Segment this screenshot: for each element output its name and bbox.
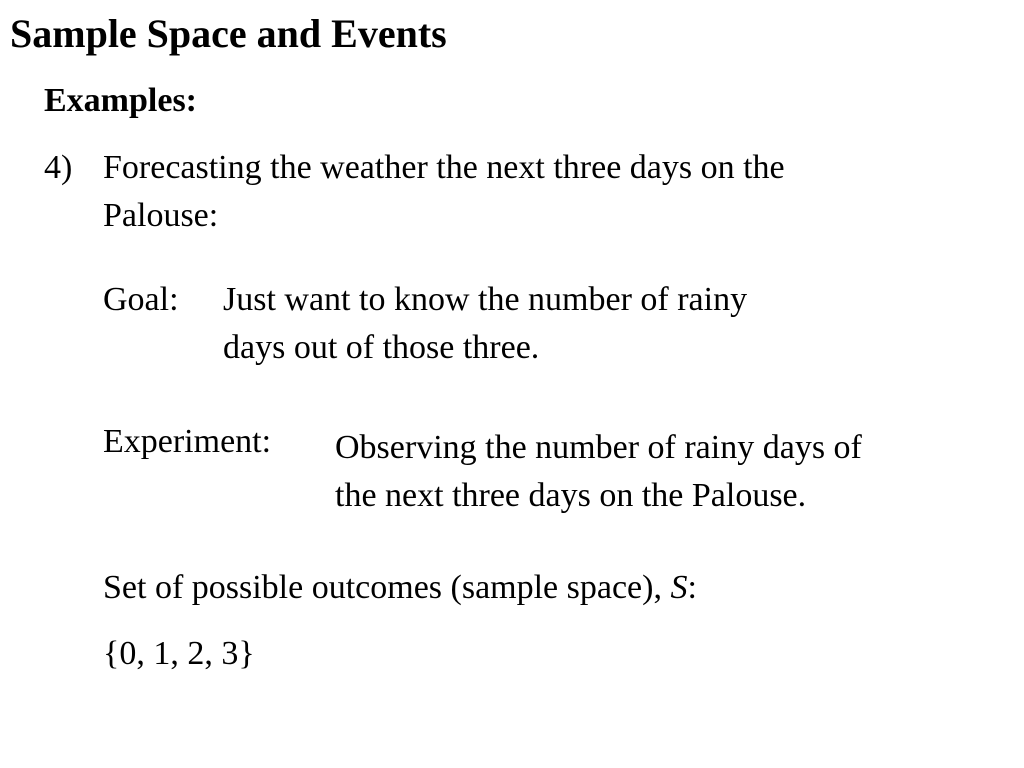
sample-space-symbol: S: [670, 569, 688, 606]
slide-title: Sample Space and Events: [10, 11, 447, 56]
sample-space-label-suffix: :: [687, 569, 697, 606]
item-number: 4): [44, 149, 73, 186]
experiment-label: Experiment:: [103, 423, 272, 460]
goal-text-line-1: Just want to know the number of rainy: [223, 281, 748, 318]
experiment-text: [335, 424, 862, 520]
goal-text-line-2: days out of those three.: [223, 329, 540, 366]
item-description: [103, 144, 785, 240]
goal-text: [223, 276, 747, 372]
sample-space-label: [103, 564, 697, 612]
sample-space-value: {0, 1, 2, 3}: [103, 635, 255, 672]
item-description-line-2: Palouse:: [103, 197, 219, 234]
sample-space-label-prefix: Set of possible outcomes (sample space),: [103, 569, 671, 606]
item-description-line-1: Forecasting the weather the next three days on the: [103, 149, 785, 186]
experiment-text-line-2: the next three days on the Palouse.: [335, 477, 807, 514]
section-heading: Examples:: [44, 82, 197, 119]
experiment-text-line-1: Observing the number of rainy days of: [335, 429, 862, 466]
goal-label: Goal:: [103, 281, 179, 318]
